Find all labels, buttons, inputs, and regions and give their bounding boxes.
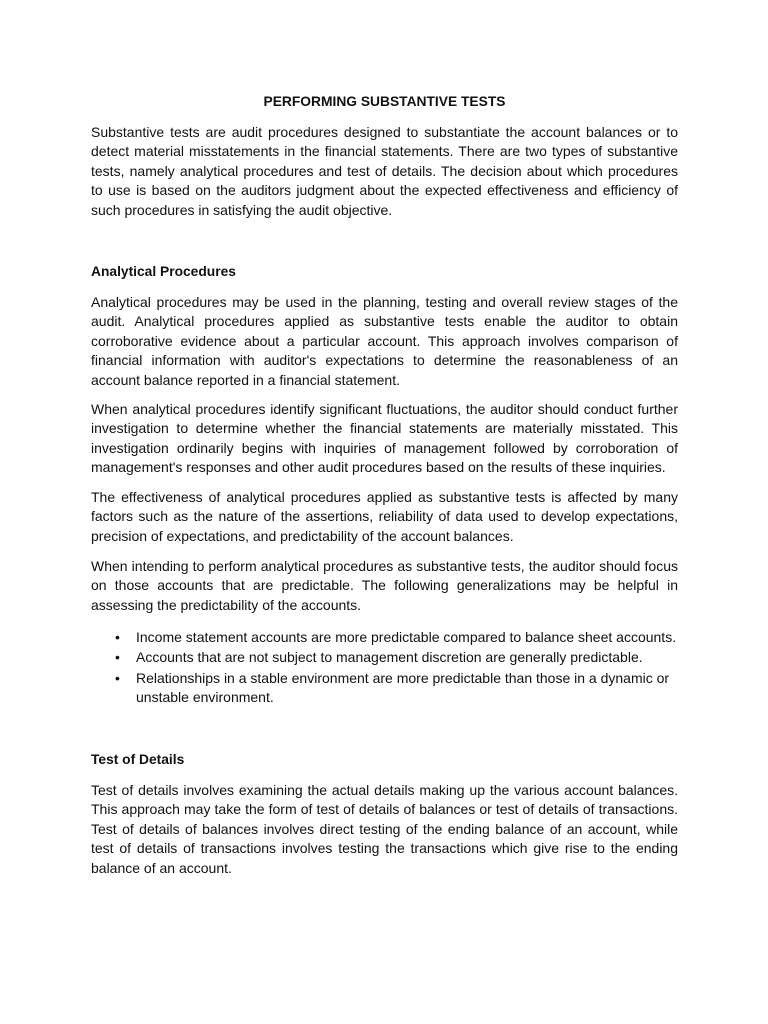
predictability-bullet-list [91,628,678,709]
document-title: PERFORMING SUBSTANTIVE TESTS [263,94,506,109]
bullet-item [91,628,678,647]
bullet-text: Accounts that are not subject to management discretion are generally predictable. [136,649,643,666]
analytical-procedures-heading: Analytical Procedures [91,264,236,279]
analytical-paragraph-1: Analytical procedures may be used in the planning, testing and overall review stages of the audit. Analytical procedures applied as substantive tests enable the auditor to obtain corroborative evidence about a particular account. This approach involves comparison of financial information with auditor's expectations to determine the reasonableness of an account balance reported in a financial statement. [91,294,678,388]
bullet-icon: • [115,649,120,666]
bullet-icon: • [115,629,120,645]
bullet-item [91,648,678,667]
analytical-paragraph-3: The effectiveness of analytical procedures applied as substantive tests is affected by many factors such as the nature of the assertions, reliability of data used to develop expectations, precision of expectations, and predictability of the account balances. [91,489,678,544]
bullet-text: Income statement accounts are more predictable compared to balance sheet accounts. [136,629,677,645]
analytical-paragraph-2: When analytical procedures identify significant fluctuations, the auditor should conduct further investigation to determine whether the financial statements are materially misstated. This investigation ordinarily begins with inquiries of management followed by corroboration of management's responses and other audit procedures based on the results of these inquiries. [91,401,678,476]
bullet-icon: • [115,669,120,686]
bullet-text: Relationships in a stable environment are more predictable than those in a dynamic or unstable environment. [136,669,670,706]
test-of-details-heading: Test of Details [91,752,185,767]
intro-paragraph: Substantive tests are audit procedures designed to substantiate the account balances or to detect material misstatements in the financial statements. There are two types of substantive tests, namely analytical procedures and test of details. The decision about which procedures to use is based on the auditors judgment about the expected effectiveness and efficiency of such procedures in satisfying the audit objective. [91,124,678,218]
analytical-paragraph-4: When intending to perform analytical procedures as substantive tests, the auditor should focus on those accounts that are predictable. The following generalizations may be helpful in assessing the predictability of the accounts. [91,558,678,613]
bullet-item [91,669,678,708]
test-of-details-paragraph: Test of details involves examining the actual details making up the various account balances. This approach may take the form of test of details of balances or test of details of transactions. Test of details of balances involves direct testing of the ending balance of an account, while test of details of transactions involves testing the transactions which give rise to the ending balance of an account. [91,782,678,876]
